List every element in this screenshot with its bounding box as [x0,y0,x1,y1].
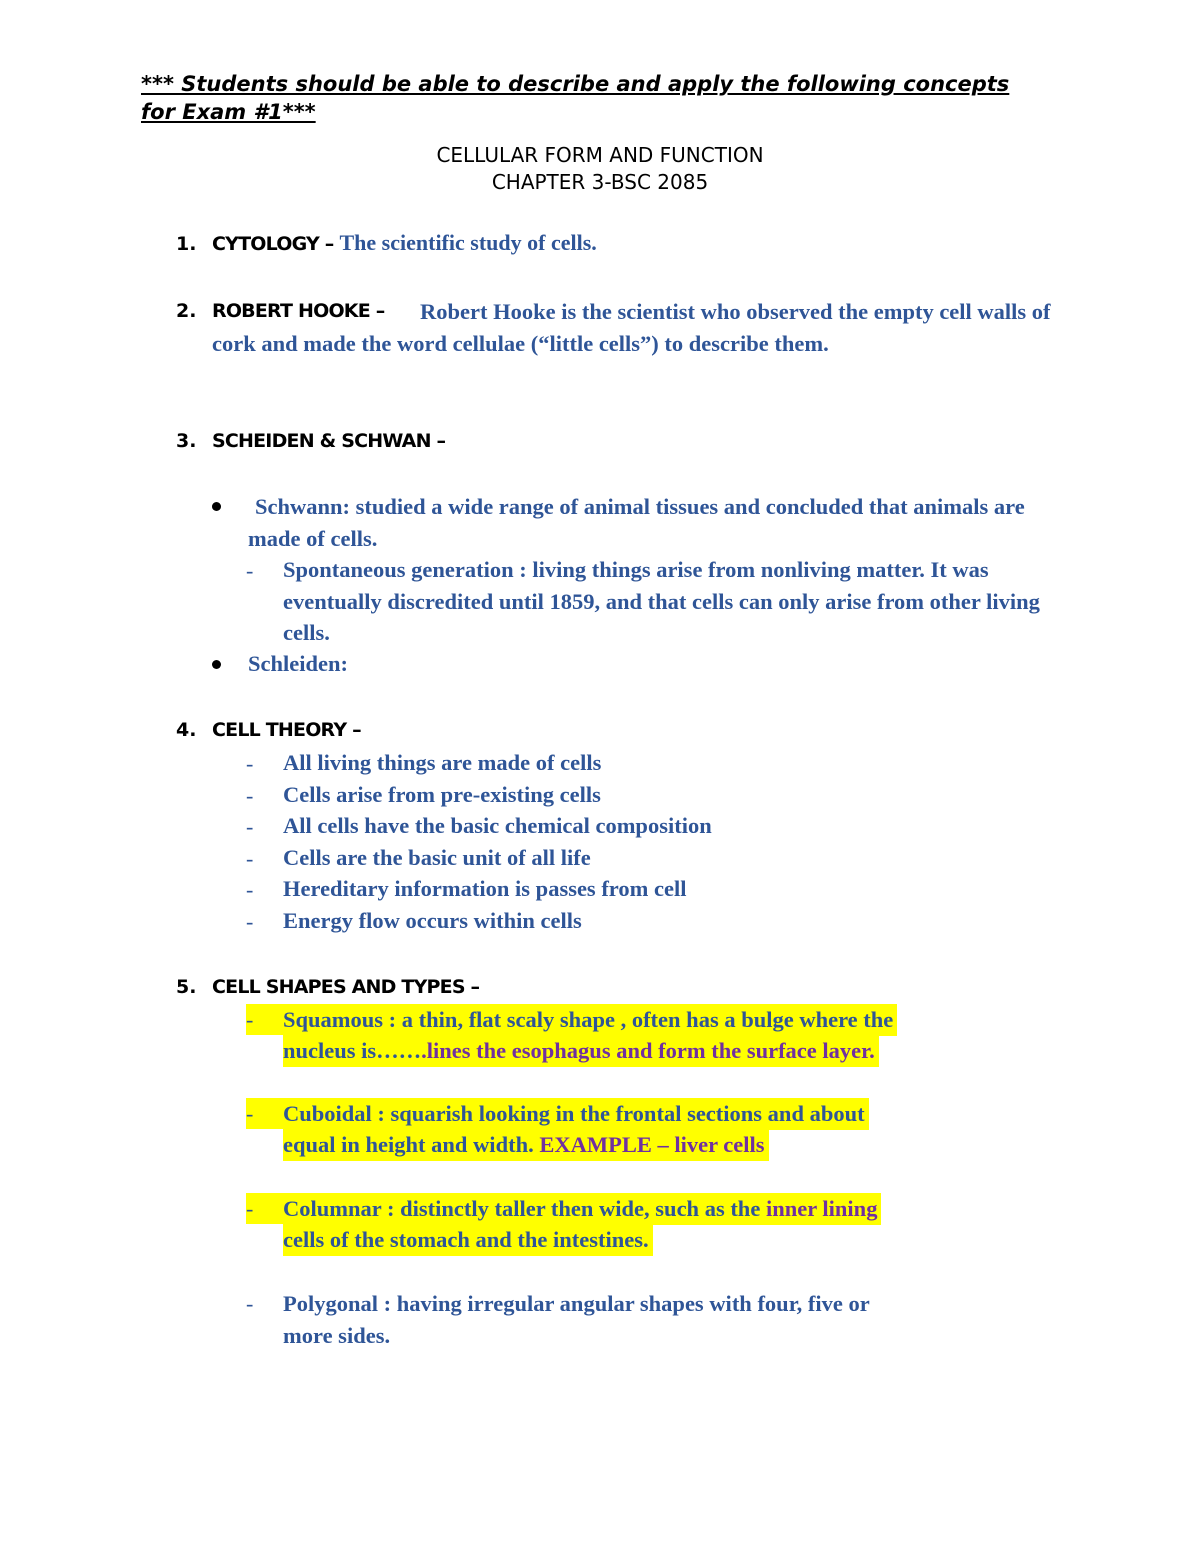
spontaneous-generation-item: Spontaneous generation : living things arise from nonliving matter. It was eventually discredited until 1859, and that cells can only arise from other living cells. [283,557,1040,645]
cell-theory-item: Cells are the basic unit of all life [283,845,591,870]
dash-marker: - [246,814,254,839]
cell-theory-item: Energy flow occurs within cells [283,908,582,933]
columnar-line-1 [283,1193,881,1225]
section-label: SCHEIDEN & SCHWAN – [212,430,446,452]
section-label: CYTOLOGY – [212,233,334,255]
squamous-example: .lines the esophagus and form the surface layer. [421,1038,875,1063]
section-cell-shapes [176,975,479,999]
dash-marker: - [246,751,254,776]
section-cytology [176,231,597,256]
squamous-line-1: Squamous : a thin, flat scaly shape , often has a bulge where the [283,1004,897,1036]
section-cell-theory [176,718,361,742]
dash-marker: - [246,1098,283,1129]
cuboidal-line-2 [283,1129,769,1161]
section-number: 2. [176,300,197,322]
section-scheiden-schwan [176,429,445,453]
section-label: CELL THEORY – [212,719,361,741]
dash-marker: - [246,846,254,871]
schwann-bullet: Schwann: studied a wide range of animal tissues and concluded that animals are made of cells. [248,494,1025,551]
squamous-line-2 [283,1035,879,1067]
cell-theory-item: All living things are made of cells [283,750,602,775]
dash-marker: - [246,1004,283,1035]
bullet-icon [212,502,221,511]
section-robert-hooke-text: Robert Hooke is the scientist who observed the empty cell walls of cork and made the word cellulae (“little cells”) to describe them. [212,299,1051,356]
exam-intro-note: *** Students should be able to describe and apply the following concepts for Exam #1*** [141,72,1010,124]
section-label: CELL SHAPES AND TYPES – [212,976,480,998]
columnar-line-2: cells of the stomach and the intestines. [283,1224,653,1256]
dash-marker: - [246,877,254,902]
dash-marker: - [246,909,254,934]
document-title: CELLULAR FORM AND FUNCTION [436,143,764,167]
section-number: 4. [176,719,197,741]
cell-theory-item: Hereditary information is passes from cell [283,876,687,901]
cell-theory-item: Cells arise from pre-existing cells [283,782,601,807]
polygonal-line-1: Polygonal : having irregular angular shapes with four, five or [283,1291,870,1316]
cell-theory-item: All cells have the basic chemical composition [283,813,712,838]
polygonal-line-2: more sides. [283,1323,391,1348]
bullet-icon [212,660,221,669]
cuboidal-text: equal in height and width. [283,1132,534,1157]
section-number: 1. [176,233,197,255]
squamous-text: nucleus is…… [283,1038,422,1063]
cuboidal-example: EXAMPLE – liver cells [539,1132,765,1157]
dash-marker: - [246,1193,283,1224]
cuboidal-line-1: Cuboidal : squarish looking in the frontal sections and about [283,1098,869,1130]
section-number: 5. [176,976,197,998]
columnar-example: inner lining [765,1196,878,1221]
section-definition: The scientific study of cells. [339,230,597,255]
schleiden-bullet: Schleiden: [248,651,349,676]
dash-marker: - [246,1291,254,1316]
document-subtitle: CHAPTER 3-BSC 2085 [491,170,709,194]
dash-marker: - [246,558,254,583]
dash-marker: - [246,783,254,808]
section-label: ROBERT HOOKE – [212,300,385,322]
section-number: 3. [176,430,197,452]
columnar-text: Columnar : distinctly taller then wide, such as the [283,1196,761,1221]
